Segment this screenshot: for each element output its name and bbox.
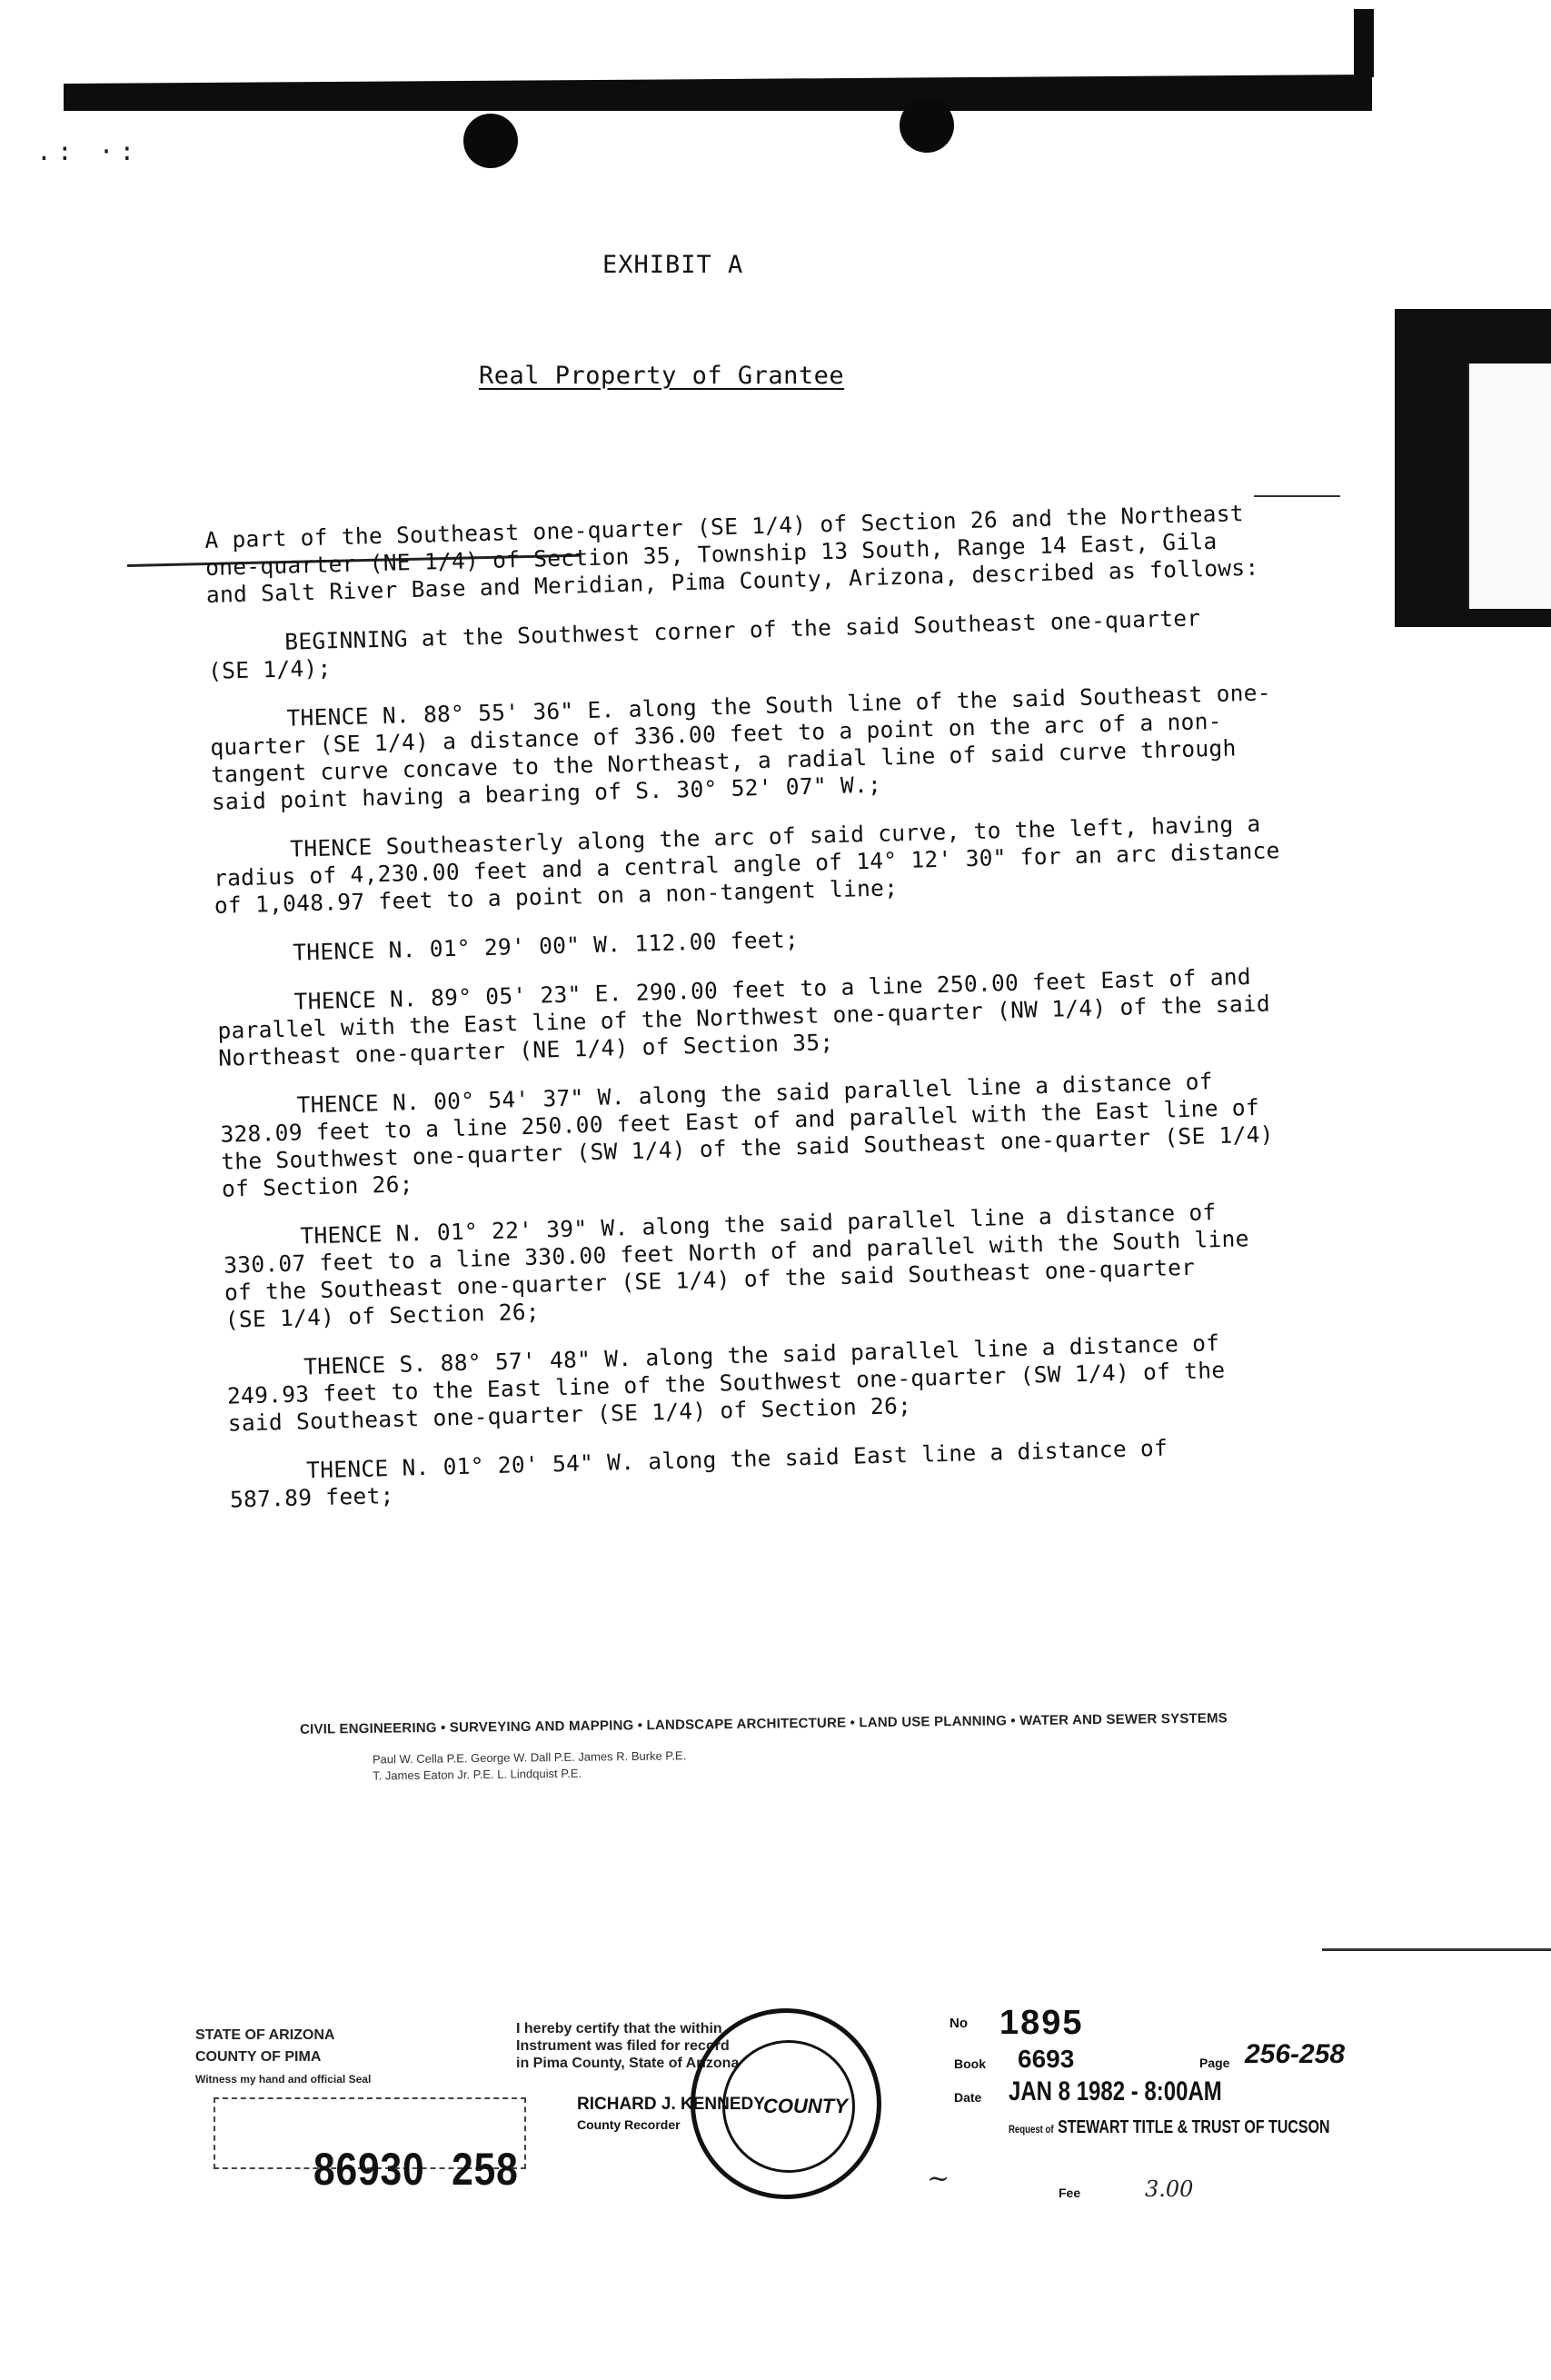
certify-text: I hereby certify that the within Instrument was filed for record in Pima County, State of Arizona xyxy=(516,2021,740,2071)
recording-stamp-left xyxy=(195,2025,371,2090)
legal-paragraph-call-7: THENCE S. 88° 57' 48" W. along the said parallel line a distance of 249.93 feet to the East line of the Southwest one-quarter (SW 1/4) of the said Southeast one-quarter (SE 1/4) of Section 26; xyxy=(226,1329,1226,1437)
book-label: Book xyxy=(954,2056,986,2071)
document-title: EXHIBIT A xyxy=(602,251,744,279)
pages-label: Page xyxy=(1199,2056,1230,2070)
margin-rule-bottom xyxy=(1322,1948,1551,1951)
recorder-name: RICHARD J. KENNEDY xyxy=(577,2095,765,2114)
company-services-line: CIVIL ENGINEERING • SURVEYING AND MAPPING • LANDSCAPE ARCHITECTURE • LAND USE PLANNING • WATER AND SEWER SYSTEMS xyxy=(299,1710,1228,1738)
punch-hole-left xyxy=(463,114,518,168)
legal-paragraph-call-1: THENCE N. 88° 55' 36" E. along the South line of the said Southeast one- quarter (SE 1/4) a distance of 336.00 feet to a point on the arc of a non- tangent curve concave to the Northeast, a radial line of said curve through said point having a bearing of S. 30° 52' 07" W.; xyxy=(209,679,1272,815)
legal-paragraph-call-4: THENCE N. 89° 05' 23" E. 290.00 feet to a line 250.00 feet East of and parallel with the East line of the Northwest one-quarter (NW 1/4) of the said Northeast one-quarter (NE 1/4) of Section 35; xyxy=(217,963,1271,1071)
requested-by xyxy=(1009,2117,1330,2138)
punch-hole-right xyxy=(900,98,954,153)
document-subtitle: Real Property of Grantee xyxy=(479,362,845,390)
legal-paragraph-beginning: BEGINNING at the Southwest corner of the said Southeast one-quarter (SE 1/4); xyxy=(207,604,1201,684)
page-range: 256-258 xyxy=(1245,2039,1346,2069)
scan-specks: .: ·: xyxy=(36,136,141,166)
handwritten-initials: ~ xyxy=(927,2163,950,2195)
seal-county-text: COUNTY xyxy=(763,2095,848,2117)
book-number: 6693 xyxy=(1018,2045,1075,2073)
legal-paragraph-call-3: THENCE N. 01° 29' 00" W. 112.00 feet; xyxy=(292,926,800,966)
legal-paragraph-call-2: THENCE Southeasterly along the arc of said curve, to the left, having a radius of 4,230.00 feet and a central angle of 14° 12' 30" for an arc distance of 1,048.97 feet to a point on a non-tangent line; xyxy=(213,810,1281,919)
doc-page: 258 xyxy=(452,2144,519,2195)
company-principals: Paul W. Cella P.E. George W. Dall P.E. James R. Burke P.E. T. James Eaton Jr. P.E. L. Lindquist P.E. xyxy=(372,1748,687,1783)
recorder-title: County Recorder xyxy=(577,2117,681,2132)
county-label: COUNTY OF PIMA xyxy=(195,2049,322,2065)
doc-number: 86930 xyxy=(313,2144,425,2195)
recording-date: JAN 8 1982 - 8:00AM xyxy=(1009,2076,1222,2106)
fee-label: Fee xyxy=(1059,2186,1081,2200)
scan-top-bar xyxy=(64,75,1372,111)
legal-paragraph-call-8: THENCE N. 01° 20' 54" W. along the said East line a distance of 587.89 feet; xyxy=(229,1434,1168,1513)
scan-side-block xyxy=(1395,309,1551,627)
requested-by-value: STEWART TITLE & TRUST OF TUCSON xyxy=(1058,2117,1330,2137)
seal-label: Witness my hand and official Seal xyxy=(195,2073,372,2086)
record-number: 1895 xyxy=(999,2004,1084,2042)
scan-edge-mark xyxy=(1354,9,1374,77)
state-label: STATE OF ARIZONA xyxy=(195,2027,335,2043)
legal-paragraph-call-5: THENCE N. 00° 54' 37" W. along the said parallel line a distance of 328.09 feet to a line 250.00 feet East of and parallel with the East line of the Southwest one-quarter (SW 1/4) of the said Southeast one-quarter (SE 1/4) of Section 26; xyxy=(220,1068,1275,1202)
legal-description xyxy=(204,497,1367,1535)
date-label: Date xyxy=(954,2090,982,2105)
docket-number xyxy=(313,2143,519,2196)
requested-by-label: Request of xyxy=(1009,2123,1054,2136)
legal-paragraph-call-6: THENCE N. 01° 22' 39" W. along the said parallel line a distance of 330.07 feet to a line 330.00 feet North of and parallel with the South line of the Southeast one-quarter (SE 1/4) of the said Southeast one-quarter (SE 1/4) of Section 26; xyxy=(223,1199,1250,1333)
legal-paragraph-intro: A part of the Southeast one-quarter (SE 1/4) of Section 26 and the Northeast one-quarter (NE 1/4) of Section 35, Township 13 South, Range 14 East, Gila and Salt River Base and Meridian, Pima County, Arizona, described as follows: xyxy=(204,500,1259,608)
fee-value: 3.00 xyxy=(1145,2176,1194,2202)
record-no-label: No xyxy=(949,2016,968,2031)
